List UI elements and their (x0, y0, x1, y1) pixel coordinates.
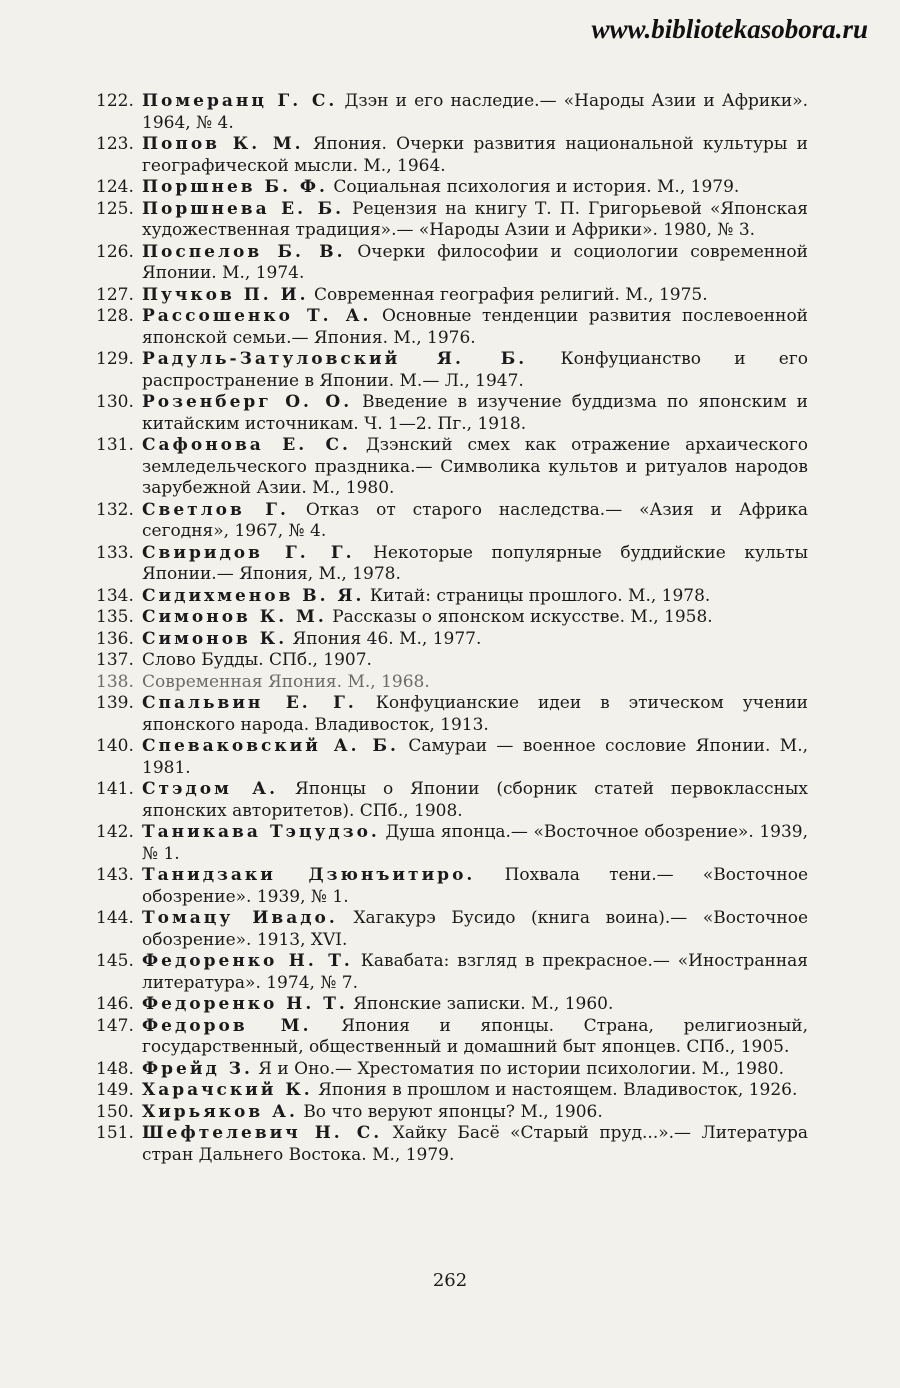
site-watermark: www.bibliotekasobora.ru (591, 14, 868, 44)
entry-author: Поспелов Б. В. (142, 241, 346, 262)
entry-author: Рассошенко Т. А. (142, 306, 372, 326)
bibliography-entry (96, 91, 808, 134)
bibliography-entry (96, 1102, 808, 1124)
entry-author: Федоров М. (142, 1015, 312, 1036)
entry-text: Слово Будды. СПб., 1907. (142, 650, 372, 670)
entry-author: Спальвин Е. Г. (142, 693, 357, 713)
bibliography-entry (96, 543, 808, 586)
bibliography-entry (96, 586, 808, 608)
entry-author: Хирьяков А. (142, 1101, 298, 1122)
entry-text: Рассказы о японском искусстве. М., 1958. (332, 607, 713, 627)
entry-text: Япония и японцы. Страна, религиозный, государственный, общественный и домашний быт японцев. СПб., 1905. (142, 1015, 809, 1057)
entry-text: Рецензия на книгу Т. П. Григорьевой «Японская художественная традиция».— «Народы Азии и Африки». 1980, № 3. (142, 198, 808, 240)
entry-number: 127. (96, 284, 134, 305)
entry-author: Федоренко Н. Т. (142, 994, 348, 1014)
entry-author: Симонов К. (142, 628, 288, 649)
entry-number: 150. (96, 1101, 134, 1122)
entry-author: Розенберг О. О. (142, 392, 353, 412)
entry-number: 141. (96, 779, 134, 799)
entry-number: 130. (96, 392, 134, 412)
entry-number: 129. (96, 349, 134, 369)
entry-author: Шефтелевич Н. С. (142, 1123, 383, 1143)
entry-text: Современная география религий. М., 1975. (314, 284, 708, 305)
entry-author: Поршнева Е. Б. (142, 198, 345, 219)
bibliography-entry (96, 1080, 808, 1102)
entry-number: 148. (96, 1058, 134, 1079)
entry-author: Сидихменов В. Я. (142, 585, 365, 606)
entry-text: Дзэнский смех как отражение архаического земледельческого праздника.— Символика культов и ритуалов народов зарубежной Азии. М., 1980. (142, 435, 808, 498)
bibliography-entry (96, 500, 808, 543)
entry-text: Во что веруют японцы? М., 1906. (303, 1101, 603, 1122)
entry-number: 143. (96, 865, 134, 885)
entry-text: Япония 46. М., 1977. (292, 628, 482, 649)
bibliography-entry (96, 392, 808, 435)
entry-author: Федоренко Н. Т. (142, 951, 353, 971)
entry-author: Фрейд З. (142, 1058, 253, 1079)
bibliography-entry (96, 865, 808, 908)
bibliography-entry (96, 199, 808, 242)
bibliography-entry (96, 306, 808, 349)
entry-author: Танидзаки Дзюнъитиро. (142, 865, 476, 885)
entry-number: 123. (96, 134, 134, 154)
bibliography-entry (96, 822, 808, 865)
bibliography-entry (96, 650, 808, 672)
entry-author: Стэдом А. (142, 779, 279, 799)
entry-text: Япония в прошлом и настоящем. Владивосток, 1926. (318, 1080, 798, 1100)
bibliography-entry (96, 629, 808, 651)
entry-number: 144. (96, 908, 134, 928)
bibliography-entry (96, 779, 808, 822)
entry-text: Социальная психология и история. М., 1979. (333, 177, 740, 197)
entry-number: 140. (96, 736, 134, 756)
bibliography-entry (96, 1123, 808, 1166)
entry-author: Померанц Г. С. (142, 91, 338, 111)
entry-number: 146. (96, 994, 134, 1014)
entry-text: Некоторые популярные буддийские культы Японии.— Япония, М., 1978. (142, 542, 808, 584)
entry-number: 132. (96, 499, 134, 520)
bibliography-entry (96, 951, 808, 994)
entry-text: Япония. Очерки развития национальной культуры и географической мысли. М., 1964. (142, 134, 808, 176)
bibliography-entry (96, 994, 808, 1016)
bibliography-entry (96, 672, 808, 694)
entry-text: Введение в изучение буддизма по японским и китайским источникам. Ч. 1—2. Пг., 1918. (142, 392, 809, 434)
entry-text: Конфуцианские идеи в этическом учении японского народа. Владивосток, 1913. (142, 693, 808, 735)
entry-text: Хагакурэ Бусидо (книга воина).— «Восточное обозрение». 1913, XVI. (142, 908, 809, 950)
entry-number: 136. (96, 628, 134, 649)
bibliography-entry (96, 349, 808, 392)
entry-text: Конфуцианство и его распространение в Японии. М.— Л., 1947. (142, 349, 808, 391)
entry-text: Отказ от старого наследства.— «Азия и Африка сегодня», 1967, № 4. (142, 499, 808, 541)
entry-author: Свиридов Г. Г. (142, 542, 355, 563)
entry-text: Японские записки. М., 1960. (353, 994, 614, 1014)
entry-number: 145. (96, 951, 134, 971)
entry-author: Симонов К. М. (142, 607, 327, 627)
entry-text: Хайку Басё «Старый пруд...».— Литература стран Дальнего Востока. М., 1979. (142, 1123, 808, 1165)
entry-number: 138. (96, 671, 134, 692)
bibliography-entry (96, 177, 808, 199)
entry-author: Спеваковский А. Б. (142, 736, 399, 756)
entry-number: 149. (96, 1080, 134, 1100)
entry-text: Я и Оно.— Хрестоматия по истории психологии. М., 1980. (258, 1058, 784, 1079)
entry-text: Японцы о Японии (сборник статей первоклассных японских авторитетов). СПб., 1908. (142, 779, 809, 821)
entry-number: 142. (96, 822, 134, 842)
entry-number: 125. (96, 198, 134, 219)
entry-author: Таникава Тэцудзо. (142, 822, 380, 842)
entry-text: Дзэн и его наследие.— «Народы Азии и Африки». 1964, № 4. (142, 91, 809, 133)
page-number: 262 (432, 1270, 468, 1291)
bibliography-entry (96, 693, 808, 736)
bibliography-list (96, 91, 808, 1166)
entry-number: 137. (96, 650, 134, 670)
bibliography-entry (96, 736, 808, 779)
bibliography-entry (96, 285, 808, 307)
entry-text: Современная Япония. М., 1968. (142, 671, 430, 692)
bibliography-entry (96, 908, 808, 951)
entry-text: Самураи — военное сословие Японии. М., 1981. (142, 736, 809, 778)
entry-number: 124. (96, 177, 134, 197)
entry-text: Очерки философии и социологии современной Японии. М., 1974. (142, 241, 808, 283)
bibliography-entry (96, 607, 808, 629)
entry-number: 128. (96, 306, 134, 326)
entry-number: 134. (96, 585, 134, 606)
bibliography-entry (96, 134, 808, 177)
entry-text: Похвала тени.— «Восточное обозрение». 1939, № 1. (142, 865, 808, 907)
entry-author: Томацу Ивадо. (142, 908, 338, 928)
entry-author: Пучков П. И. (142, 284, 309, 305)
entry-number: 147. (96, 1015, 134, 1036)
entry-number: 126. (96, 241, 134, 262)
entry-number: 135. (96, 607, 134, 627)
entry-number: 151. (96, 1123, 134, 1143)
entry-author: Сафонова Е. С. (142, 435, 351, 455)
entry-author: Харачский К. (142, 1080, 313, 1100)
entry-number: 131. (96, 435, 134, 455)
bibliography-entry (96, 242, 808, 285)
entry-author: Светлов Г. (142, 499, 289, 520)
entry-text: Китай: страницы прошлого. М., 1978. (369, 585, 711, 606)
entry-author: Радуль-Затуловский Я. Б. (142, 349, 528, 369)
entry-text: Основные тенденции развития послевоенной японской семьи.— Япония. М., 1976. (142, 306, 809, 348)
entry-author: Поршнев Б. Ф. (142, 177, 328, 197)
entry-number: 122. (96, 91, 134, 111)
bibliography-entry (96, 435, 808, 500)
bibliography-entry (96, 1016, 808, 1059)
entry-text: Душа японца.— «Восточное обозрение». 1939, № 1. (142, 822, 808, 864)
entry-text: Кавабата: взгляд в прекрасное.— «Иностранная литература». 1974, № 7. (142, 951, 809, 993)
entry-number: 139. (96, 693, 134, 713)
bibliography-entry (96, 1059, 808, 1081)
entry-author: Попов К. М. (142, 134, 304, 154)
entry-number: 133. (96, 542, 134, 563)
